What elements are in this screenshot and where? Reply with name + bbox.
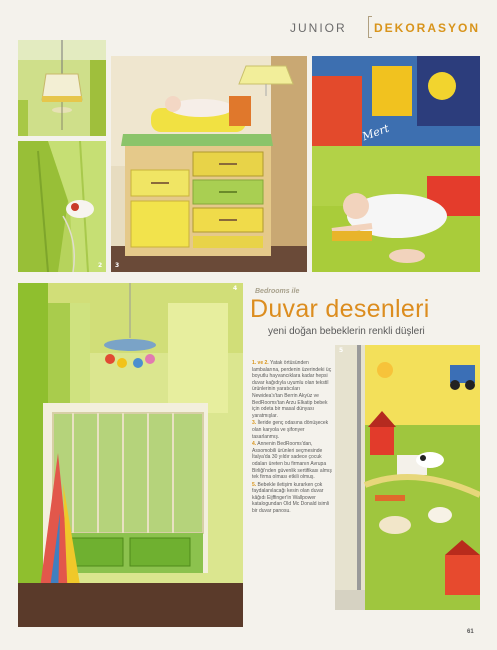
article-subtitle: yeni doğan bebeklerin renkli düşleri (268, 326, 425, 337)
article-paragraph (252, 360, 332, 419)
article-sub-brand: Bedrooms ile (255, 288, 300, 295)
paragraph-lead: 3. (252, 420, 257, 427)
article-body (252, 360, 332, 515)
article-paragraph (252, 482, 332, 515)
header-bracket (368, 16, 372, 38)
paragraph-lead: 5. (252, 481, 257, 488)
page-number: 61 (467, 629, 474, 635)
photo-baby-playmat (312, 56, 480, 272)
photo-lamps (18, 40, 106, 136)
paragraph-text: Annenin BedRooms'dan, Assomobili ürünleri seçmesinde İtalya'da 30 yıldır sadece çocuk odaları üreten bu firmanın Avrupa Birliği'nden güvenlik sertifikası almış tek firma olması etkili olmuş. (252, 441, 332, 481)
photo-number: 3 (115, 262, 120, 269)
header-junior: JUNIOR (290, 21, 347, 35)
article-title: Duvar desenleri (250, 295, 430, 323)
photo-number: 5 (339, 347, 344, 354)
article-paragraph (252, 441, 332, 481)
paragraph-lead: 1. ve 2. (252, 360, 269, 366)
header-dekorasyon: DEKORASYON (374, 21, 481, 35)
section-header (262, 10, 481, 40)
photo-number: 4 (233, 285, 238, 292)
photo-curtain-tieback (18, 141, 106, 272)
paragraph-text: İleride genç odasına dönüşecek olan karyola ve şifonyer tasarlanmış. (252, 420, 329, 440)
baby-name-tag: Mert (360, 121, 391, 144)
paragraph-text: Yatak örtüsünden lambalarına, perdenin üzerindeki üç boyutlu hayvancıklara kadar hepsi duvar kağıdıyla uyumlu olan tekstil ürünlerinin yaratıcıları Newidea's'tan Berrin Akyüz ve BedRooms'tan Arzu Elkatip bebek için odeta bir masal dünyası yaratmışlar. (252, 360, 332, 419)
photo-crib-room (18, 283, 243, 627)
paragraph-lead: 4. (252, 441, 257, 448)
article-paragraph (252, 420, 332, 440)
paragraph-text: Bebekle iletişim kurarken çok faydalanılacağı kesin olan duvar kâğıdı Eijffinger'in Wallpower katalogundan Old Mc Donald isimli bir duvar panosu. (252, 481, 329, 515)
photo-wall-mural (335, 345, 480, 610)
photo-number: 2 (98, 262, 103, 269)
photo-dresser (111, 56, 307, 272)
